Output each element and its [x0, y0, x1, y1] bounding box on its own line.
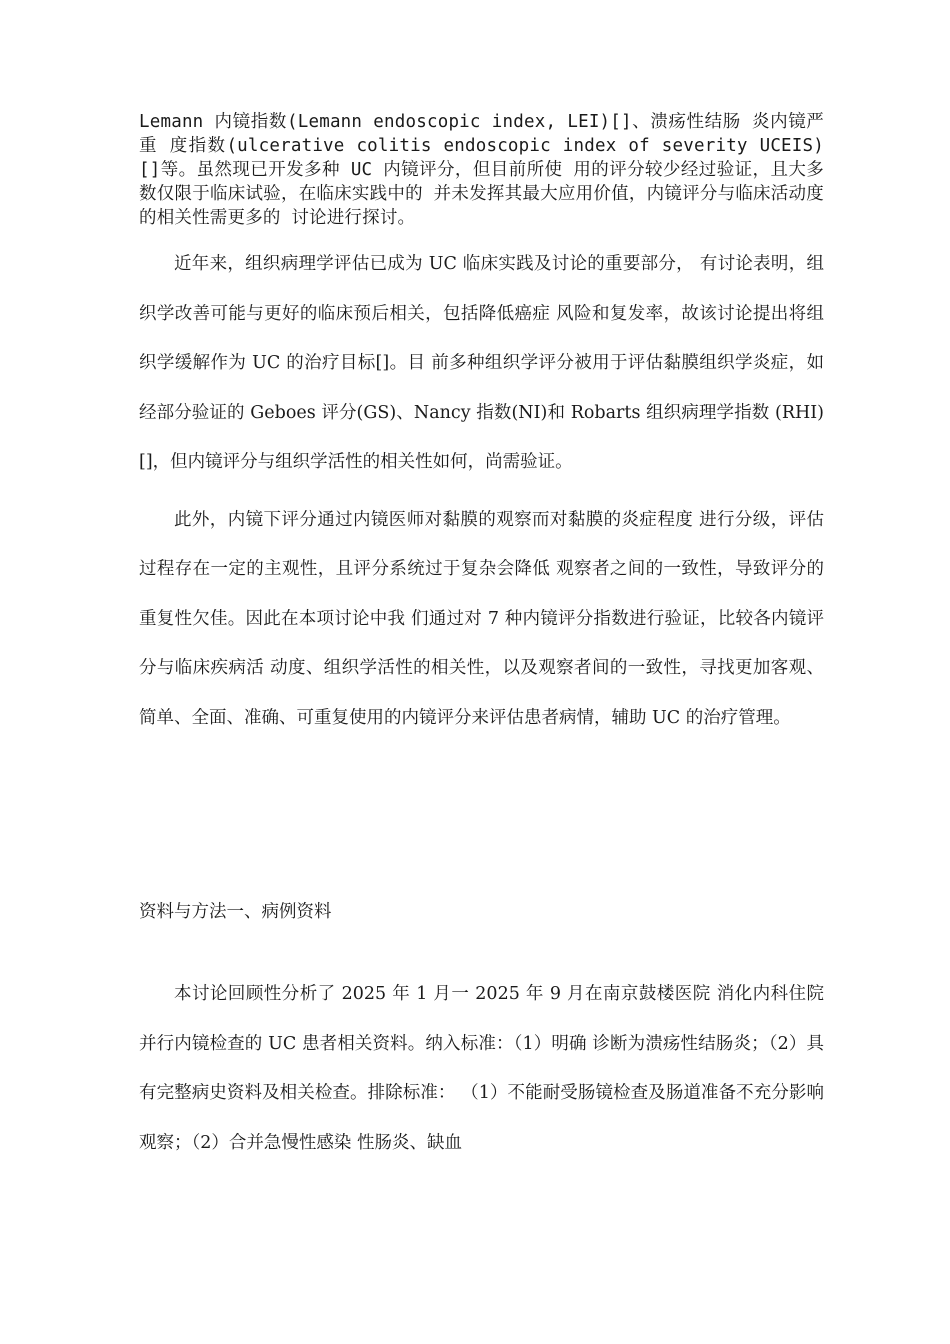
paragraph-1: Lemann 内镜指数(Lemann endoscopic index, LEI)[]、溃疡性结肠 炎内镜严重 度指数(ulcerative colitis endoscopic index of severity UCEIS)[]等。虽然现已开发多种 UC 内镜评分，但目前所使 用的评分较少经过验证，且大多数仅限于临床试验，在临床实践中的 并未发挥其最大应用价值，内镜评分与临床活动度的相关性需更多的 讨论进行探讨。	[139, 112, 824, 228]
paragraph-2: 近年来，组织病理学评估已成为 UC 临床实践及讨论的重要部分， 有讨论表明，组织学改善可能与更好的临床预后相关，包括降低癌症 风险和复发率，故该讨论提出将组织学缓解作为 UC 的治疗目标[]。目 前多种组织学评分被用于评估黏膜组织学炎症，如经部分验证的 Geboes 评分(GS)、Nancy 指数(NI)和 Robarts 组织病理学指数 (RHI)[]，但内镜评分与组织学活性的相关性如何，尚需验证。	[139, 254, 824, 472]
paragraph-3: 此外，内镜下评分通过内镜医师对黏膜的观察而对黏膜的炎症程度 进行分级，评估过程存在一定的主观性，且评分系统过于复杂会降低 观察者之间的一致性，导致评分的重复性欠佳。因此在本项讨论中我 们通过对 7 种内镜评分指数进行验证，比较各内镜评分与临床疾病活 动度、组织学活性的相关性，以及观察者间的一致性，寻找更加客观、 简单、全面、准确、可重复使用的内镜评分来评估患者病情，辅助 UC 的治疗管理。	[139, 509, 824, 728]
paragraph-4: 本讨论回顾性分析了 2025 年 1 月一 2025 年 9 月在南京鼓楼医院 消化内科住院并行内镜检查的 UC 患者相关资料。纳入标准：（1）明确 诊断为溃疡性结肠炎；（2）具有完整病史资料及相关检查。排除标准： （1）不能耐受肠镜检查及肠道准备不充分影响观察；（2）合并急慢性感染 性肠炎、缺血	[139, 984, 824, 1153]
document-page	[139, 100, 824, 1153]
section-heading: 资料与方法一、病例资料	[139, 902, 332, 922]
